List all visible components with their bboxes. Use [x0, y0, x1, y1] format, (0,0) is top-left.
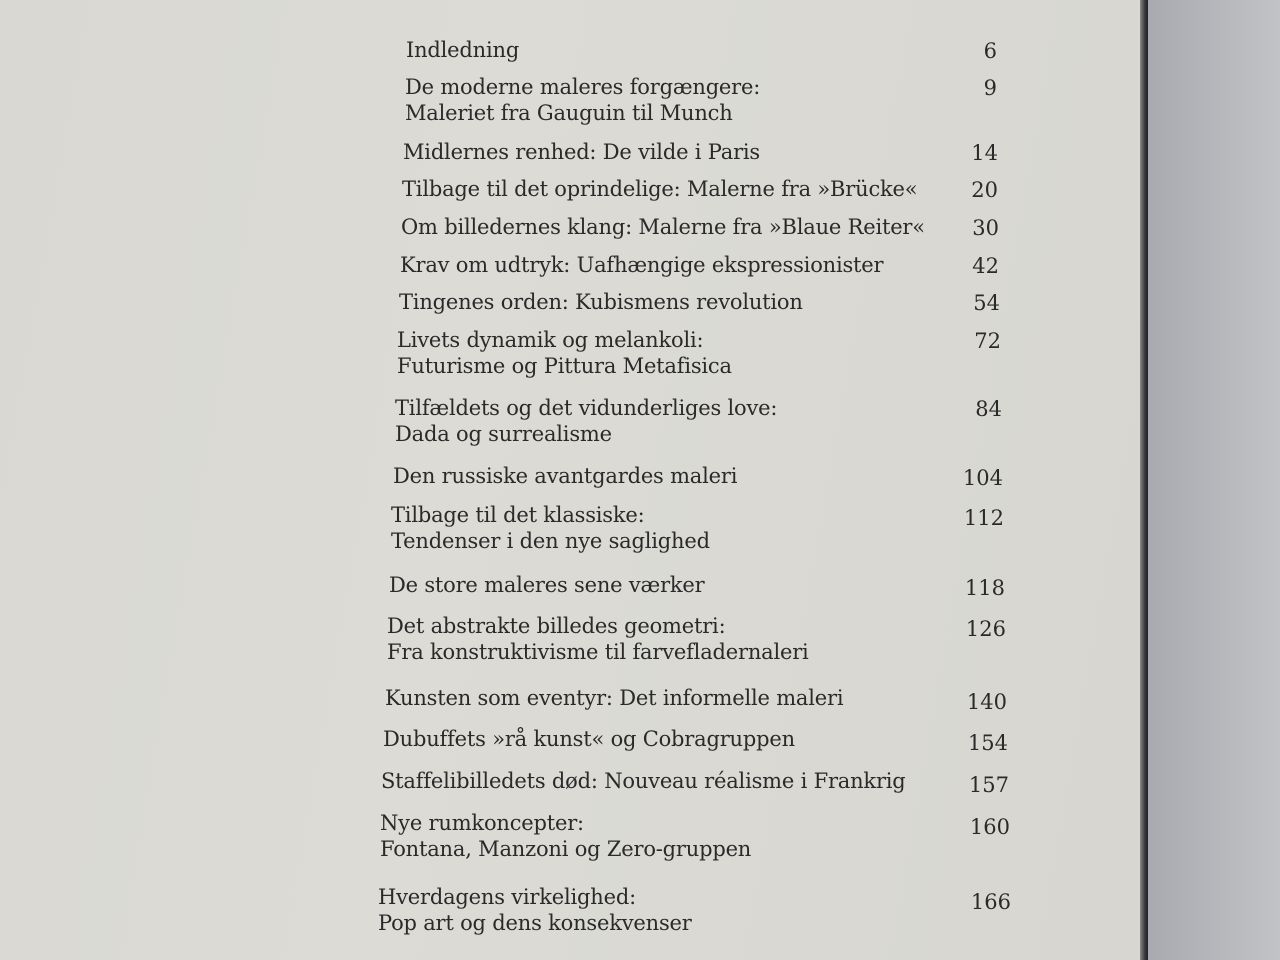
- toc-entry-title: Hverdagens virkelighed:: [378, 885, 636, 909]
- toc-entry: [402, 176, 917, 202]
- toc-entry: [403, 139, 760, 165]
- toc-entry-title: Midlernes renhed: De vilde i Paris: [403, 140, 760, 164]
- toc-page-number: 9: [983, 76, 997, 100]
- toc-entry: [405, 74, 760, 126]
- toc-entry-title: Det abstrakte billedes geometri:: [387, 614, 726, 638]
- toc-page-number: 118: [964, 576, 1005, 600]
- toc-page-number: 140: [966, 690, 1007, 714]
- toc-entry: [393, 463, 737, 489]
- toc-entry-title: Den russiske avantgardes maleri: [393, 464, 738, 488]
- toc-entry-title: Staffelibilledets død: Nouveau réalisme i Frankrig: [381, 769, 906, 793]
- toc-entry-subtitle: Pop art og dens konsekvenser: [378, 911, 692, 935]
- page-edge-shadow: [1140, 0, 1148, 960]
- toc-entry: [381, 768, 906, 794]
- toc-page-number: 54: [973, 291, 1000, 315]
- toc-page-number: 42: [972, 254, 999, 278]
- toc-entry: [397, 327, 732, 379]
- toc-page-number: 84: [975, 397, 1002, 421]
- toc-entry-title: De moderne maleres forgængere:: [405, 75, 761, 99]
- toc-entry: [387, 613, 809, 665]
- toc-entry: [385, 685, 843, 711]
- toc-entry: [395, 395, 777, 447]
- toc-entry-title: Nye rumkoncepter:: [380, 811, 584, 835]
- toc-entry-title: Tilbage til det klassiske:: [391, 503, 645, 527]
- toc-entry-title: De store maleres sene værker: [389, 573, 705, 597]
- toc-page-number: 157: [968, 773, 1009, 797]
- toc-entry-subtitle: Dada og surrealisme: [395, 422, 612, 446]
- toc-entry: [400, 252, 883, 278]
- toc-entry-subtitle: Fra konstruktivisme til farvefladernaleri: [387, 640, 809, 664]
- toc-entry: [378, 884, 692, 936]
- toc-entry: [391, 502, 710, 554]
- toc-page-number: 20: [971, 178, 998, 202]
- toc-page-number: 112: [963, 506, 1004, 530]
- toc-page-number: 126: [965, 617, 1006, 641]
- toc-page-number: 6: [983, 39, 997, 63]
- toc-page-number: 72: [974, 329, 1001, 353]
- toc-page-number: 104: [962, 466, 1003, 490]
- toc-entry-subtitle: Maleriet fra Gauguin til Munch: [405, 101, 733, 125]
- toc-entry-title: Tilfældets og det vidunderliges love:: [395, 396, 778, 420]
- toc-entry-subtitle: Futurisme og Pittura Metafisica: [397, 354, 732, 378]
- toc-page-number: 160: [969, 815, 1010, 839]
- toc-entry-title: Tingenes orden: Kubismens revolution: [399, 290, 803, 314]
- toc-entry-title: Tilbage til det oprindelige: Malerne fra »Brücke«: [402, 177, 918, 201]
- toc-entry: [389, 572, 705, 598]
- toc-entry: [383, 726, 795, 752]
- toc-page-number: 30: [972, 216, 999, 240]
- toc-entry: [406, 37, 519, 63]
- toc-entry-subtitle: Fontana, Manzoni og Zero-gruppen: [380, 837, 752, 861]
- background-surface: [1148, 0, 1280, 960]
- toc-entry: [401, 214, 925, 240]
- toc-entry: [380, 810, 751, 862]
- toc-entry-title: Livets dynamik og melankoli:: [397, 328, 704, 352]
- toc-entry-title: Dubuffets »rå kunst« og Cobragruppen: [383, 727, 795, 751]
- toc-page-number: 154: [967, 731, 1008, 755]
- toc-entry-title: Om billedernes klang: Malerne fra »Blaue Reiter«: [401, 215, 925, 239]
- toc-entry-title: Kunsten som eventyr: Det informelle maleri: [385, 686, 844, 710]
- toc-entry: [399, 289, 803, 315]
- toc-page-number: 166: [970, 890, 1011, 914]
- toc-entry-title: Krav om udtryk: Uafhængige ekspressionister: [400, 253, 884, 277]
- toc-entry-subtitle: Tendenser i den nye saglighed: [391, 529, 710, 553]
- toc-page-number: 14: [971, 141, 998, 165]
- toc-entry-title: Indledning: [406, 38, 520, 62]
